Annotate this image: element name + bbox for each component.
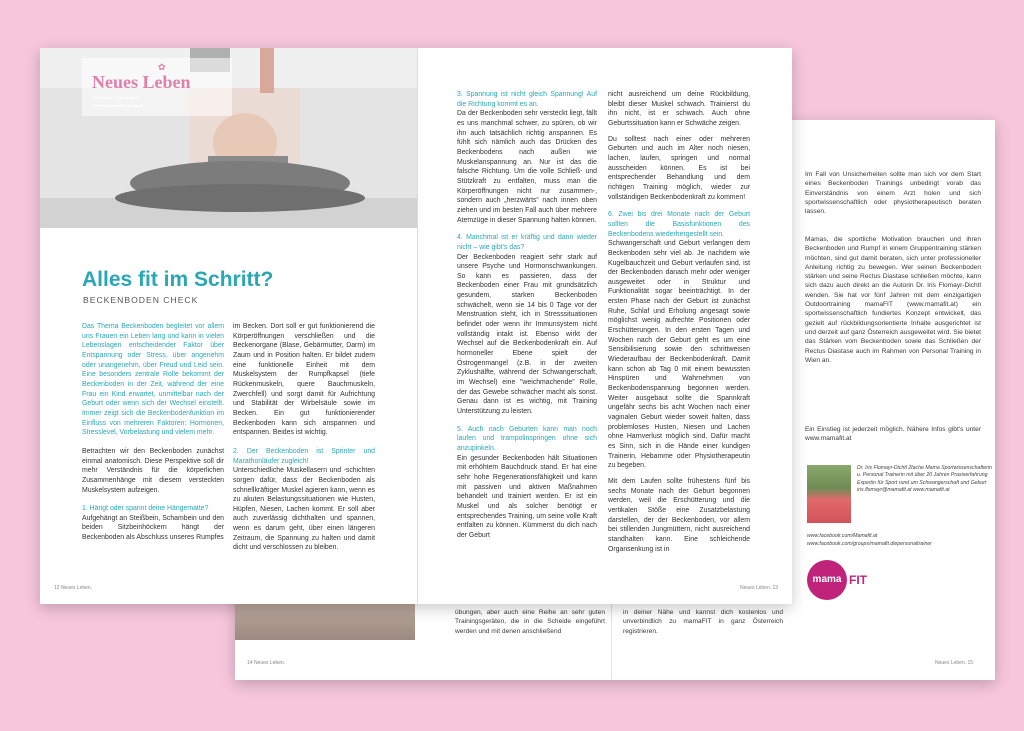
author-links bbox=[807, 532, 987, 548]
paragraph-recovery: Schwangerschaft und Geburt verlangen dem Beckenboden sehr viel ab. Je nachdem wie Kugelbauchzeit und Geburt verlaufen sind, ist der Beckenboden danach mehr oder weniger ausgeweitet oder in Struktur und Funktionalität sogar beeinträchtigt. In der ersten Phase nach der Geburt ist zunächst Ruhe, Schlaf und Erholung angesagt sowie möglichst wenig aufrechte Positionen oder Erschütterungen. In den ersten Tagen und Wochen nach der Geburt geht es um eine Sensibilisierung sowie den schrittweisen Wiederaufbau der Beckenbodenkraft. Damit kann schon ab Tag 0 mit einem bewussten Hinspüren und Wahrnehmen von Beckenbodenspannung begonnen werden. Weiter ausgebaut sollte die Spannkraft ungefähr sechs bis acht Wochen nach einer vaginalen Geburt wieder soweit halten, dass problemloses Husten, Niesen und Lachen ohne Harnverlust möglich sind. Dafür macht es Sinn, sich in die Hände einer kundigen Trainerin, Hebamme oder Physiotherapeutin zu begeben. bbox=[608, 240, 750, 470]
brand-tagline: Wir sind schwanger. bbox=[92, 95, 140, 101]
intro-paragraph: Das Thema Beckenboden begleitet vor allem uns Frauen ein Leben lang und kann in vielen Lebenslagen entscheidender Faktor über Entspannung oder Stress, über angenehm oder unangenehm, über Freud und Leid sein. Eine besonders zentrale Rolle bekommt der Beckenboden in der Zeit, während der eine Frau ein Kind erwartet, unmittelbar nach der Geburt oder wenn sich der Wechsel einstellt. Immer zeigt sich die Beckenbodenfunktion im Einfluss von mehreren Faktoren: Hormonen, Stresslevel, Vorbelastung und vielem mehr. bbox=[82, 323, 224, 437]
heading-4: 4. Manchmal ist er kräftig und dann wieder nicht – wie gibt's das? bbox=[457, 234, 597, 251]
front-spread-fold bbox=[417, 48, 418, 604]
facebook-group-link[interactable]: www.facebook.com/groups/mamafit.diepersonaltrainer bbox=[807, 541, 932, 547]
back-col-mamafit: Mamas, die sportliche Motivation brauchen und ihren Beckenboden und Rumpf in einem Gruppentraining stärken möchten, sind gut damit beraten, sich unter professioneller Anleitung richtig zu bewegen. Wer seinen Beckenboden stärken und seine Rectus Diastase schließen möchte, kann sich dazu auch direkt an die Autorin Dr. Iris Flomayr-Dichtl wenden. Sie hat vor fünf Jahren mit dem einzigartigen Outdoortraining mamaFIT (www.mamafit.at) ein sportwissenschaftlich fundiertes Konzept entwickelt, das gezielt auf rückbildungsorientierte Inhalte ausgerichtet ist und derzeit auf ganz Österreich ausgeweitet wird. Sie bietet das Stärken vom Beckenboden sowie das Schließen der Rectus Diastase auch im Rahmen von Personal Training in Wien an. bbox=[805, 236, 981, 364]
back-left-bottom-text: übungen, aber auch eine Reihe an sehr guten Trainingsgeräten, die in die Scheide eingeführt werden und mit denen anschließend bbox=[455, 609, 605, 635]
column-1 bbox=[82, 322, 224, 543]
column-4 bbox=[608, 90, 750, 554]
column-2 bbox=[233, 322, 375, 553]
heading-3: 3. Spannung ist nicht gleich Spannung! Auf die Richtung kommt es an. bbox=[457, 91, 597, 108]
paragraph-birth: Ein gesunder Beckenboden hält Situationen mit erhöhtem Bauchdruck stand. Er hat eine sehr hohe Regenerationsfähigkeit und kann mit passiven und aktiven Maßnahmen behandelt und trainiert werden. Er ist ein Muskel und als solcher benötigt er entsprechendes Training, um seine volle Kraft entfalten zu können. Kümmerst du dich nach der Geburt bbox=[457, 454, 597, 539]
front-spread bbox=[40, 48, 792, 604]
paragraph-anatomy: Betrachten wir den Beckenboden zunächst einmal anatomisch. Diese Perspektive soll dir mehr Verständnis für die körperlichen Zusammenhänge mit diesem versteckten Muskelsystem aufzeigen. bbox=[82, 447, 224, 494]
brand-url: www.neuesleben.co.at bbox=[92, 103, 144, 109]
back-col-intro: Im Fall von Unsicherheiten sollte man sich vor dem Start eines Beckenboden Trainings unbedingt vorab das Einverständnis von einem Arzt holen und sich sportwissenschaftlich oder physiotherapeutisch beraten lassen. bbox=[805, 171, 981, 216]
paragraph-sneeze: Du solltest nach einer oder mehreren Geburten und auch im Alter noch niesen, lachen, laufen, springen und normal ausscheiden können. Es ist bei entsprechender Behandlung und dem richtigen Training möglich, wieder zur vollständigen Beckenbodenkraft zu kommen! bbox=[608, 135, 750, 201]
article-subtitle: BECKENBODEN CHECK bbox=[83, 295, 199, 305]
paragraph-hormones: Der Beckenboden reagiert sehr stark auf unsere Psyche und Hormonschwankungen. So kann es passieren, dass der Beckenboden einer Frau mit grundsätzlich gesundem, starken Beckenboden schwächelt, wenn sie 14 bis 0 Tage vor der Menstruation steht, ich in Stresssituationen befindet oder wenn ihr Immunsystem nicht vollständig intakt ist. Ebenso wirkt der Wechsel auf die Beckenbodenkraft ein. Auf hormoneller Ebene spielt der Östrogenmangel (z.B. in der zweiten Zyklushälfte, während der Schwangerschaft, im Wechsel) eine "weichmachende" Rolle, der das Gewebe schwächer macht als sonst. Genau dann ist es wichtig, mit Training Unterstützung zu leisten. bbox=[457, 253, 597, 415]
heading-5: 5. Auch nach Geburten kann man noch laufen und trampolinspringen ohne sich anzupinkeln. bbox=[457, 425, 597, 452]
flower-icon: ✿ bbox=[158, 62, 166, 72]
paragraph-regression: nicht ausreichend um deine Rückbildung, bleibt dieser Muskel schwach. Trainierst du ihn nicht, ist er schwach. Auch ohne Geburtssituation kann er Schwäche zeigen. bbox=[608, 91, 750, 127]
column-3 bbox=[457, 90, 597, 541]
mamafit-logo-suffix: FIT bbox=[849, 573, 867, 587]
mamafit-logo: mama bbox=[807, 560, 847, 600]
paragraph-hammock: Aufgehängt an Steißbein, Schambein und den beiden Sitzbeinhöckern hängt der Beckenboden als Abschluss unseres Rumpfes bbox=[82, 514, 224, 542]
paragraph-sprinter: Unterschiedliche Muskellasern und -schichten sorgen dafür, dass der Beckenboden als schnellkräftiger Muskel agieren kann, wenn es zu akuten Belastungssituationen wie Husten, Hüpfen, Niesen, Lachen kommt. Er soll aber auch zuverlässig dichthalten und spannen, wenn es darum geht, über einen längeren Zeitraum, die Spannung zu halten und damit dicht und verschlossen zu bleiben. bbox=[233, 467, 375, 552]
back-col-info: Ein Einstieg ist jederzeit möglich. Nähere Infos gibt's unter www.mamafit.at bbox=[805, 426, 981, 443]
facebook-link[interactable]: www.facebook.com/Mamafit.at bbox=[807, 533, 878, 539]
page-number-13: Neues Leben. 13 bbox=[740, 585, 779, 591]
author-bio: Dr. Iris Flomayr-Dichtl 2fache Mama Sportwissenschafterin u. Personal Trainerin mit über 20 Jahren Praxiserfahrung Expertin für Sport rund um Schwangerschaft und Geburt iris.flomayr@mamafit.at www.mamafit.at bbox=[857, 465, 992, 493]
page-number-14: 14 Neues Leben. bbox=[247, 660, 286, 666]
brand-name: Neues Leben bbox=[92, 72, 191, 92]
brand-logo-box bbox=[82, 58, 232, 116]
article-title: Alles fit im Schritt? bbox=[82, 268, 274, 291]
heading-1: 1. Hängt oder spannt deine Hängematte? bbox=[82, 505, 209, 513]
heading-2: 2. Der Beckenboden ist Sprinter und Marathonläufer zugleich! bbox=[233, 447, 375, 465]
heading-6: 6. Zwei bis drei Monate nach der Geburt sollten die Basisfunktionen des Beckenbodens wiederhergestellt sein. bbox=[608, 211, 750, 238]
hero-photo bbox=[40, 48, 417, 228]
author-photo bbox=[807, 465, 851, 523]
paragraph-pelvis: im Becken. Dort soll er gut funktionierend die Körperöffnungen verschließen und die Beckenorgane (Blase, Gebärmutter, Darm) im Zaum und in Position halten. Er bildet zudem eine funktionelle Einheit mit dem Muskelsystem der Rumpfkapsel (tiefe Rückenmuskeln, quere Bauchmuskeln, Zwerchfell) und sorgt damit für Aufrichtung und Stabilität der Wirbelsäule sowie im Becken. Ein gut funktionierender Beckenboden kann sich anspannen und entspannen. Beides ist wichtig. bbox=[233, 323, 375, 437]
paragraph-running: Mit dem Laufen sollte frühestens fünf bis sechs Monate nach der Geburt begonnen werden, weil die Erschütterung und die vertikalen Stöße eine Zusatzbelastung darstellen, der der Beckenboden, vor allem bei stillenden Jungmüttern, nicht ausreichend standhalten kann. Eine schleichende Organsenkung ist in bbox=[608, 477, 750, 553]
page-number-15: Neues Leben. 15 bbox=[935, 660, 974, 666]
back-right-bottom-text: in deiner Nähe und kannst dich kostenlos und unverbindlich zu mamaFIT in ganz Österreich registrieren. bbox=[623, 609, 783, 635]
paragraph-direction: Da der Beckenboden sehr versteckt liegt, fällt es uns manchmal schwer, zu spüren, ob wir ihn auch tatsächlich richtig anspannen. Es fühlt sich nämlich auch das Drücken des Beckenbodens nach außen wie Muskelanspannung an. Nur ist das die falsche Richtung. Um die volle Schließ- und Stützkraft zu entfalten, muss man die Körperöffnungen nicht nur zusammen-, sondern auch „herzwärts“ nach innen oben ziehen und im besten Fall auch über mehrere Atemzüge in dieser Spannung halten können. bbox=[457, 110, 597, 224]
page-number-12: 12 Neues Leben. bbox=[54, 585, 93, 591]
